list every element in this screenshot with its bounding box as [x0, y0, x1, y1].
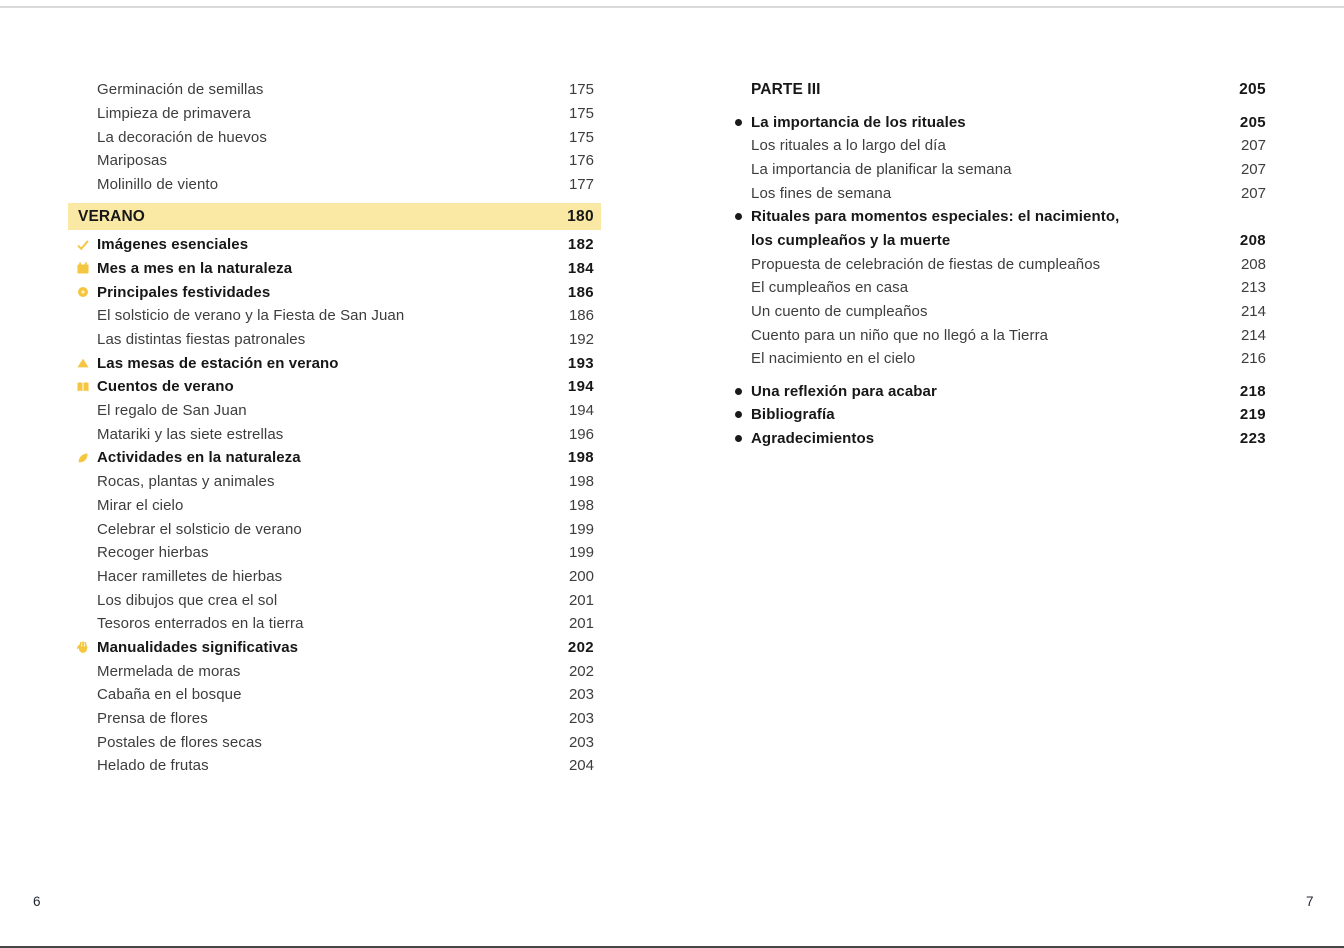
check-icon: [76, 238, 97, 252]
toc-entry: [735, 276, 1266, 300]
bullet-dot-icon: [735, 119, 751, 126]
toc-entry-page: 198: [568, 496, 594, 514]
bullet-dot-icon: [735, 411, 751, 418]
toc-entry-label: Mirar el cielo: [97, 496, 184, 514]
toc-entry: [76, 683, 594, 707]
toc-entry: [76, 78, 594, 102]
toc-entry-page: 214: [1240, 326, 1266, 344]
toc-entry-page: 208: [1240, 255, 1266, 273]
toc-entry-label: Postales de flores secas: [97, 733, 262, 751]
toc-entry-label: Los rituales a lo largo del día: [751, 137, 946, 155]
circle-dot-icon: [76, 285, 97, 299]
toc-entry-page: 198: [567, 449, 594, 467]
toc-entry-page: 200: [568, 567, 594, 585]
toc-entry-page: 218: [1239, 382, 1266, 400]
toc-entry-page: 177: [568, 176, 594, 194]
toc-entry: [76, 149, 594, 173]
hand-icon: [76, 640, 97, 654]
toc-entry-label: El nacimiento en el cielo: [751, 350, 916, 368]
toc-entry-label: Recoger hierbas: [97, 544, 209, 562]
toc-entry: [76, 494, 594, 518]
toc-entry-page: 223: [1239, 429, 1266, 447]
toc-entry-label: La importancia de los rituales: [751, 113, 966, 131]
toc-entry-page: 203: [568, 710, 594, 728]
toc-entry: [76, 125, 594, 149]
toc-entry-label: Propuesta de celebración de fiestas de cumpleaños: [751, 255, 1101, 273]
toc-entry: [735, 110, 1266, 134]
toc-entry: [735, 252, 1266, 276]
toc-entry-label: Principales festividades: [97, 283, 271, 301]
toc-entry: [68, 203, 601, 230]
toc-entry-page: 198: [568, 473, 594, 491]
toc-entry-label: Limpieza de primavera: [97, 105, 251, 123]
triangle-icon: [76, 356, 97, 370]
toc-entry-page: 182: [567, 236, 594, 254]
toc-entry-label: Cabaña en el bosque: [97, 686, 242, 704]
toc-entry: [76, 565, 594, 589]
toc-entry-page: 201: [568, 615, 594, 633]
toc-entry-label: El solsticio de verano y la Fiesta de San Juan: [97, 307, 405, 325]
toc-entry-label: Cuento para un niño que no llegó a la Tierra: [751, 326, 1049, 344]
toc-entry: [76, 517, 594, 541]
toc-entry: [735, 229, 1266, 253]
toc-entry: [735, 403, 1266, 427]
toc-entry-page: 202: [568, 662, 594, 680]
toc-entry-label: Rocas, plantas y animales: [97, 473, 275, 491]
toc-entry-page: 180: [567, 207, 594, 225]
top-edge-rule: [0, 6, 1344, 8]
toc-entry-label: Imágenes esenciales: [97, 236, 249, 254]
left-page-number: 6: [33, 894, 41, 909]
toc-entry: [735, 158, 1266, 182]
toc-entry-page: 186: [567, 283, 594, 301]
toc-entry: [76, 612, 594, 636]
toc-entry-page: 175: [568, 128, 594, 146]
toc-entry-page: 175: [568, 105, 594, 123]
bullet-dot-icon: [735, 388, 751, 395]
toc-left-page: [76, 78, 594, 778]
toc-entry: [735, 379, 1266, 403]
toc-entry: [76, 730, 594, 754]
toc-entry: [76, 754, 594, 778]
toc-entry-label: Agradecimientos: [751, 429, 875, 447]
toc-entry-page: 203: [568, 686, 594, 704]
toc-entry: [76, 636, 594, 660]
toc-entry-label: Las distintas fiestas patronales: [97, 331, 306, 349]
toc-entry-page: 175: [568, 81, 594, 99]
toc-entry: [76, 233, 594, 257]
toc-entry-label: Prensa de flores: [97, 710, 208, 728]
toc-entry: [76, 541, 594, 565]
toc-entry-label: Cuentos de verano: [97, 378, 234, 396]
toc-right-page: [735, 78, 1266, 450]
toc-entry-label: El cumpleaños en casa: [751, 279, 909, 297]
toc-entry: [76, 588, 594, 612]
toc-entry: [76, 707, 594, 731]
toc-entry-label: La decoración de huevos: [97, 128, 267, 146]
toc-entry-page: 202: [567, 638, 594, 656]
leaf-icon: [76, 451, 97, 465]
toc-entry-page: 193: [567, 354, 594, 372]
toc-entry-page: 199: [568, 520, 594, 538]
toc-entry-label: Los dibujos que crea el sol: [97, 591, 278, 609]
toc-entry-page: 213: [1240, 279, 1266, 297]
toc-entry: [735, 78, 1266, 102]
toc-entry-label: Actividades en la naturaleza: [97, 449, 301, 467]
toc-entry-label: El regalo de San Juan: [97, 402, 247, 420]
toc-entry: [735, 205, 1266, 229]
toc-entry-label: PARTE III: [751, 80, 821, 98]
toc-entry-label: Mariposas: [97, 152, 168, 170]
toc-entry: [76, 470, 594, 494]
toc-entry: [76, 399, 594, 423]
toc-entry-label: Mes a mes en la naturaleza: [97, 259, 293, 277]
toc-entry-label: Un cuento de cumpleaños: [751, 303, 928, 321]
toc-entry-label: Germinación de semillas: [97, 81, 264, 99]
toc-entry-label: Las mesas de estación en verano: [97, 354, 339, 372]
toc-entry: [735, 134, 1266, 158]
toc-entry-page: 201: [568, 591, 594, 609]
toc-entry-page: 176: [568, 152, 594, 170]
toc-entry-label: Tesoros enterrados en la tierra: [97, 615, 304, 633]
toc-entry-page: 208: [1239, 231, 1266, 249]
toc-entry: [735, 427, 1266, 451]
toc-entry-page: 219: [1239, 406, 1266, 424]
toc-entry: [735, 300, 1266, 324]
toc-entry-label: Molinillo de viento: [97, 176, 219, 194]
toc-entry: [76, 351, 594, 375]
toc-entry: [76, 446, 594, 470]
toc-entry-page: 207: [1240, 184, 1266, 202]
toc-entry: [76, 173, 594, 197]
toc-entry-page: 216: [1240, 350, 1266, 368]
toc-entry-page: 196: [568, 425, 594, 443]
toc-entry-page: 199: [568, 544, 594, 562]
toc-entry-label: Los fines de semana: [751, 184, 892, 202]
calendar-icon: [76, 261, 97, 275]
toc-entry-label: Celebrar el solsticio de verano: [97, 520, 302, 538]
toc-entry-label: Hacer ramilletes de hierbas: [97, 567, 283, 585]
toc-entry-page: 192: [568, 331, 594, 349]
toc-entry-label: La importancia de planificar la semana: [751, 160, 1012, 178]
toc-entry: [76, 304, 594, 328]
toc-entry: [735, 323, 1266, 347]
toc-entry: [76, 659, 594, 683]
toc-entry-label: los cumpleaños y la muerte: [751, 231, 951, 249]
toc-entry-page: 184: [567, 259, 594, 277]
toc-entry-label: Una reflexión para acabar: [751, 382, 937, 400]
toc-entry-page: 214: [1240, 303, 1266, 321]
toc-entry-page: 204: [568, 757, 594, 775]
toc-entry: [76, 328, 594, 352]
toc-entry-page: 194: [568, 402, 594, 420]
toc-entry-page: 207: [1240, 160, 1266, 178]
right-page-number: 7: [1306, 894, 1314, 909]
toc-entry: [735, 347, 1266, 371]
toc-entry: [76, 257, 594, 281]
toc-entry-label: Bibliografía: [751, 406, 835, 424]
toc-entry: [76, 102, 594, 126]
toc-entry-label: Helado de frutas: [97, 757, 209, 775]
toc-entry: [735, 181, 1266, 205]
toc-entry-page: 205: [1239, 113, 1266, 131]
book-icon: [76, 380, 97, 394]
toc-entry-page: 205: [1239, 80, 1266, 98]
toc-entry-label: Rituales para momentos especiales: el nacimiento,: [751, 208, 1120, 226]
toc-entry: [76, 280, 594, 304]
bullet-dot-icon: [735, 435, 751, 442]
bullet-dot-icon: [735, 213, 751, 220]
toc-entry-label: Manualidades significativas: [97, 638, 299, 656]
toc-entry-page: 194: [567, 378, 594, 396]
toc-entry-label: Mermelada de moras: [97, 662, 241, 680]
toc-entry-label: Matariki y las siete estrellas: [97, 425, 284, 443]
toc-entry-page: 207: [1240, 137, 1266, 155]
toc-entry-page: 203: [568, 733, 594, 751]
toc-entry: [76, 422, 594, 446]
toc-entry-label: VERANO: [78, 207, 145, 225]
toc-entry: [76, 375, 594, 399]
toc-entry-page: 186: [568, 307, 594, 325]
